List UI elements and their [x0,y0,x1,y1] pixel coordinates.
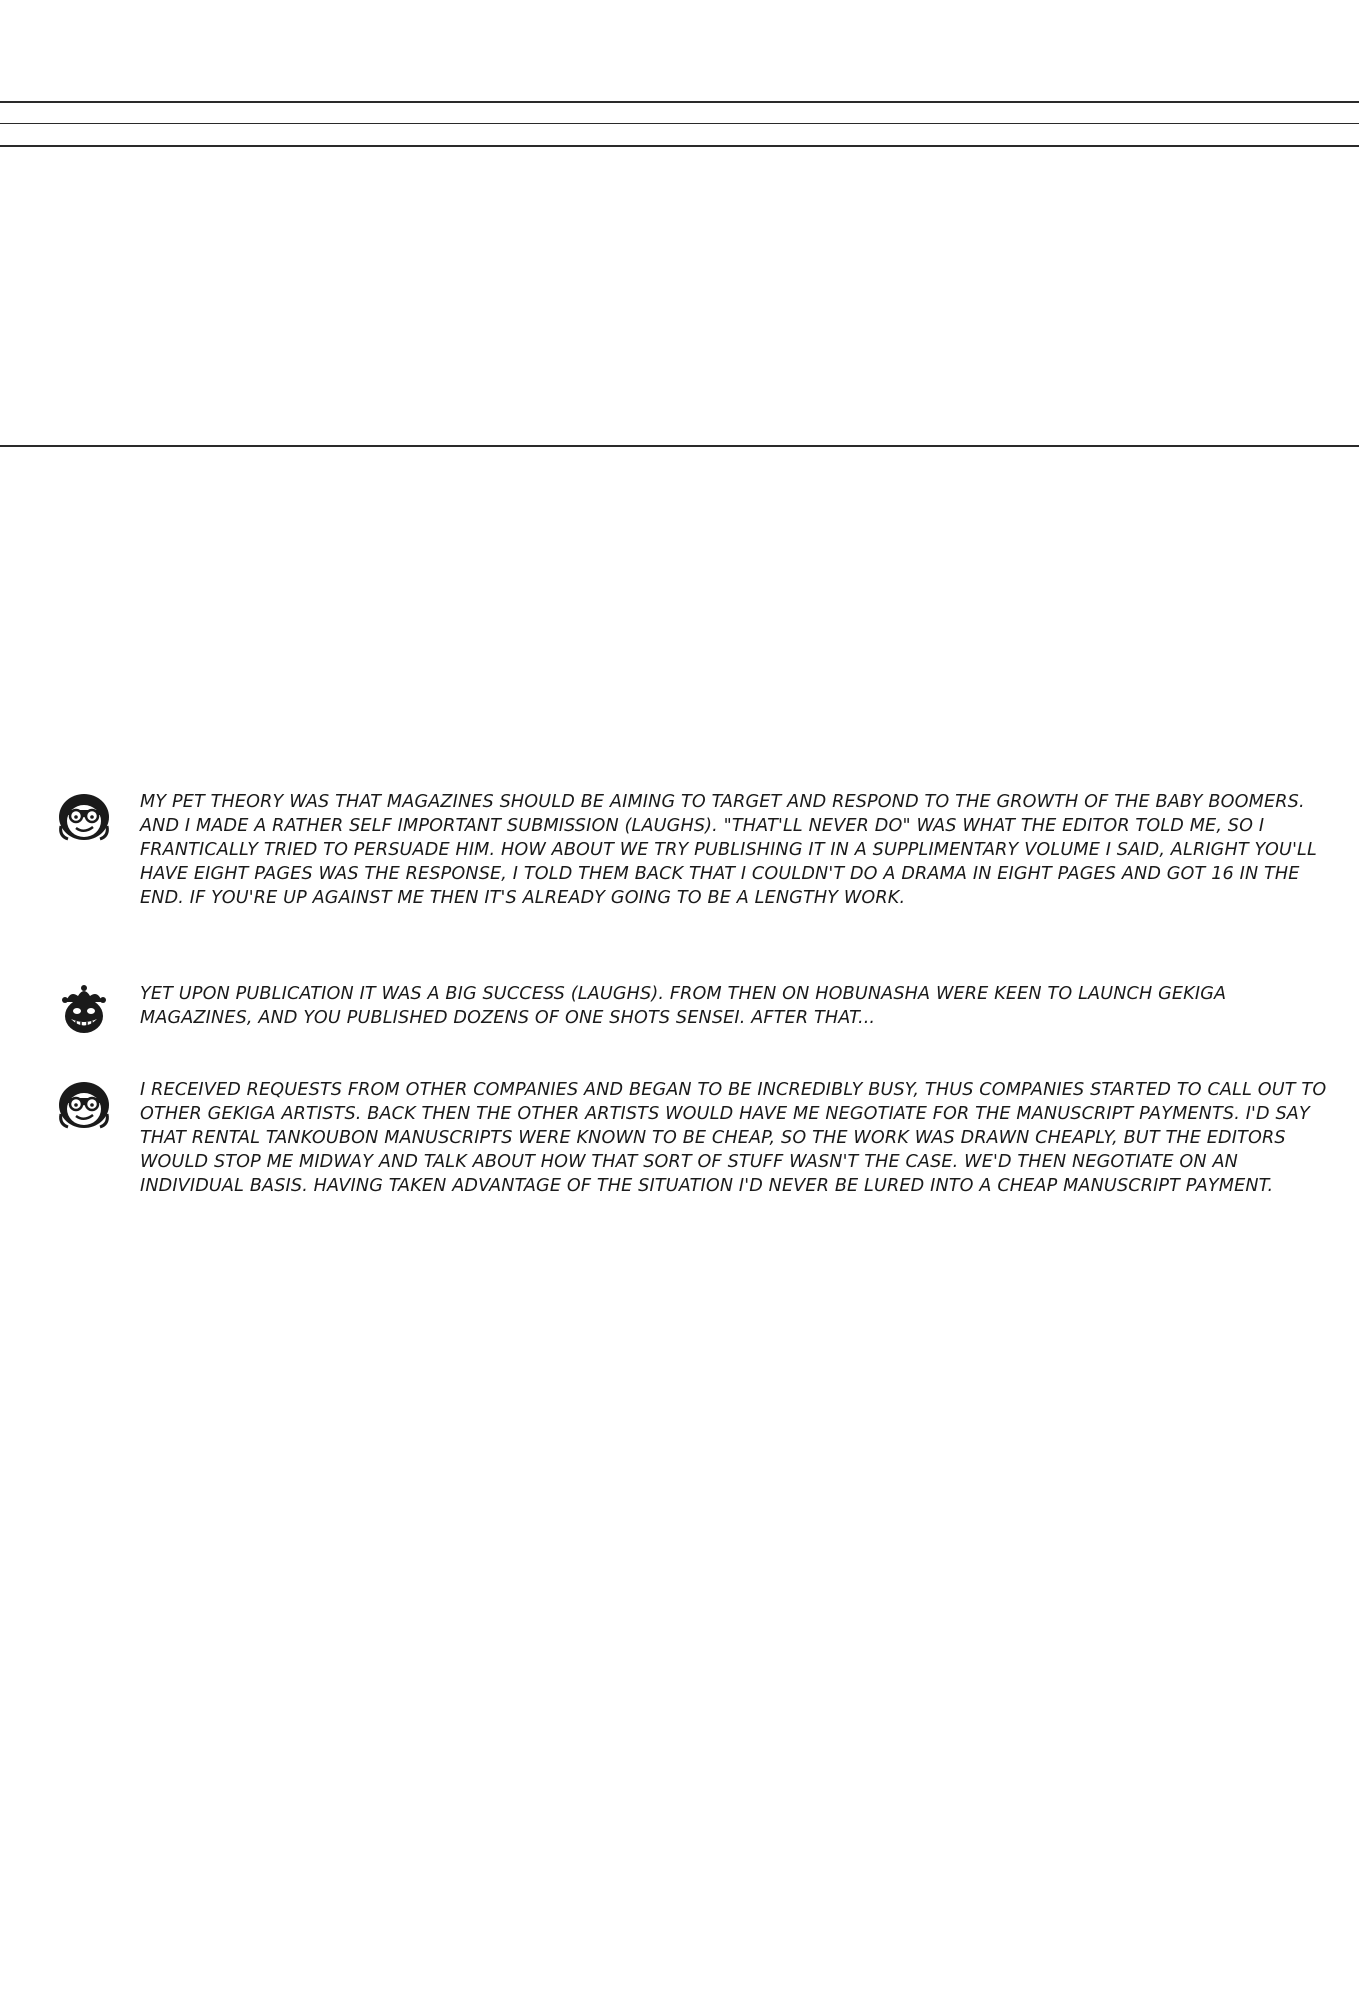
jester-face-icon [56,984,112,1036]
header-rule-bottom [0,145,1359,147]
dialogue-text: YET UPON PUBLICATION IT WAS A BIG SUCCESS (LAUGHS). FROM THEN ON HOBUNASHA WERE KEEN TO LAUNCH GEKIGA MAGAZINES, AND YOU PUBLISHED DOZENS OF ONE SHOTS SENSEI. AFTER THAT... [140,984,1227,1028]
glasses-face-icon [56,790,112,842]
dialogue-text: MY PET THEORY WAS THAT MAGAZINES SHOULD BE AIMING TO TARGET AND RESPOND TO THE GROWTH OF THE BABY BOOMERS. AND I MADE A RATHER SELF IMPORTANT SUBMISSION (LAUGHS). "THAT'LL NEVER DO" WAS WHAT THE EDITOR TOLD ME, SO I FRANTICALLY TRIED TO PERSUADE HIM. HOW ABOUT WE TRY PUBLISHING IT IN A SUPPLIMENTARY VOLUME I SAID, ALRIGHT YOU'LL HAVE EIGHT PAGES WAS THE RESPONSE, I TOLD THEM BACK THAT I COULDN'T DO A DRAMA IN EIGHT PAGES AND GOT 16 IN THE END. IF YOU'RE UP AGAINST ME THEN IT'S ALREADY GOING TO BE A LENGTHY WORK. [140,792,1317,908]
section-divider-rule [0,445,1359,447]
glasses-face-icon [56,1078,112,1130]
dialogue-text: I RECEIVED REQUESTS FROM OTHER COMPANIES AND BEGAN TO BE INCREDIBLY BUSY, THUS COMPANIES STARTED TO CALL OUT TO OTHER GEKIGA ARTISTS. BACK THEN THE OTHER ARTISTS WOULD HAVE ME NEGOTIATE FOR THE MANUSCRIPT PAYMENTS. I'D SAY THAT RENTAL TANKOUBON MANUSCRIPTS WERE KNOWN TO BE CHEAP, SO THE WORK WAS DRAWN CHEAPLY, BUT THE EDITORS WOULD STOP ME MIDWAY AND TALK ABOUT HOW THAT SORT OF STUFF WASN'T THE CASE. WE'D THEN NEGOTIATE ON AN INDIVIDUAL BASIS. HAVING TAKEN ADVANTAGE OF THE SITUATION I'D NEVER BE LURED INTO A CHEAP MANUSCRIPT PAYMENT. [140,1080,1327,1196]
header-rule-top [0,101,1359,103]
header-rule-middle [0,123,1359,124]
